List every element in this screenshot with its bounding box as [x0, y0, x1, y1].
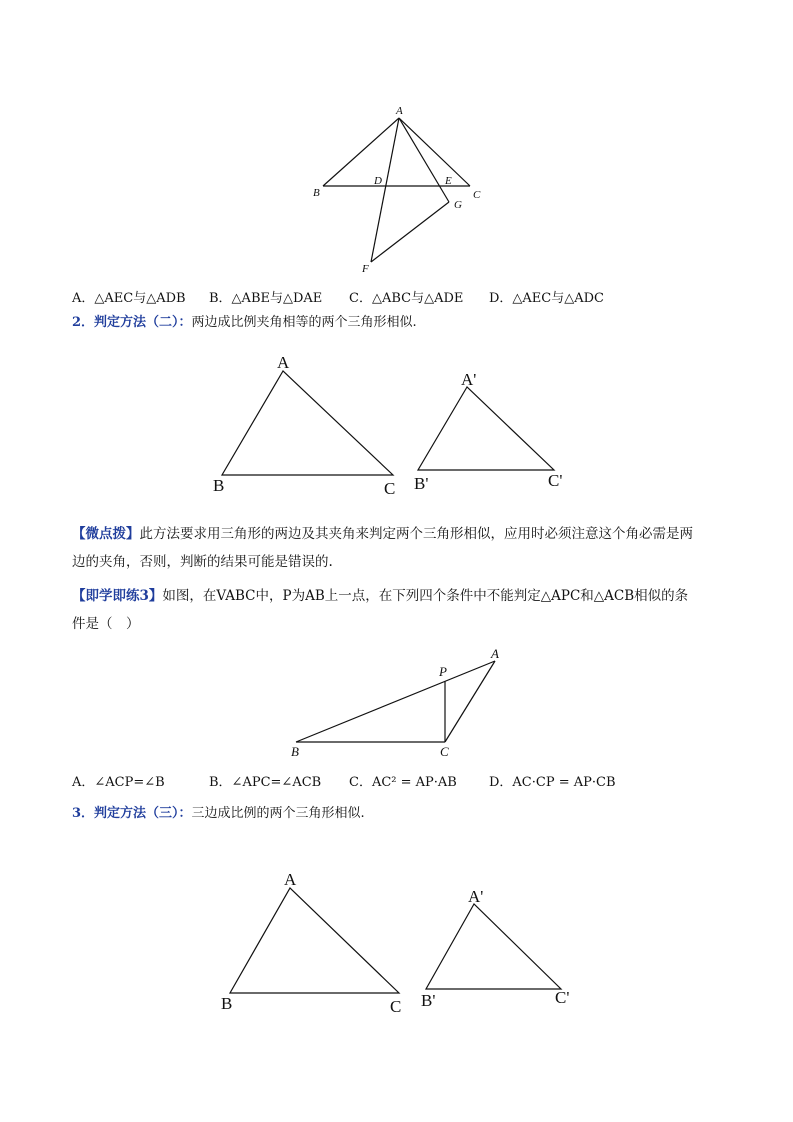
label-c-prime: C': [548, 471, 563, 490]
exercise-3-line-1: 如图，在VABC中，P为AB上一点，在下列四个条件中不能判定△APC和△ACB相似的条: [162, 588, 689, 604]
section-2-heading: 2．判定方法（二）：: [72, 315, 192, 330]
tip-tag: 【微点拨】: [72, 526, 140, 542]
label-b: B: [313, 187, 320, 199]
label-c: C: [440, 744, 449, 759]
option-d[interactable]: D．△AEC与△ADC: [489, 291, 605, 306]
label-c: C: [473, 189, 481, 201]
label-b-prime: B': [414, 474, 429, 493]
section-2-text: 两边成比例夹角相等的两个三角形相似.: [191, 315, 417, 330]
label-a-prime: A': [468, 887, 484, 906]
option-b[interactable]: B．△ABE与△DAE: [209, 291, 323, 306]
label-b: B: [221, 994, 233, 1013]
exercise-3-tag: 【即学即练3】: [72, 588, 163, 604]
option-b[interactable]: B．∠APC=∠ACB: [209, 775, 322, 790]
label-a: A: [396, 105, 403, 117]
label-e: E: [445, 175, 452, 187]
label-g: G: [454, 199, 462, 211]
tip-line-2: 边的夹角，否则，判断的结果可能是错误的.: [72, 554, 333, 570]
label-a: A: [284, 870, 297, 889]
triangle-abc-prime: [426, 904, 561, 989]
label-c: C: [384, 479, 396, 498]
label-c: C: [390, 997, 402, 1016]
label-b: B: [213, 476, 225, 495]
tip-line-1: 此方法要求用三角形的两边及其夹角来判定两个三角形相似，应用时必须注意这个角必需是两: [139, 526, 693, 542]
label-a: A: [491, 646, 499, 661]
label-b-prime: B': [421, 991, 436, 1010]
label-c-prime: C': [555, 988, 570, 1007]
label-a-prime: A': [461, 370, 477, 389]
option-c[interactable]: C．AC² = AP·AB: [349, 775, 457, 790]
label-a: A: [277, 353, 290, 372]
section-3-heading: 3．判定方法（三）：: [72, 806, 192, 821]
exercise-3-line-2: 件是（ ）: [72, 616, 140, 632]
label-d: D: [374, 175, 382, 187]
section-3-text: 三边成比例的两个三角形相似.: [191, 806, 365, 821]
label-f: F: [362, 263, 369, 275]
triangle-abc: [230, 888, 399, 993]
option-d[interactable]: D．AC·CP = AP·CB: [489, 775, 616, 790]
label-p: P: [439, 664, 447, 679]
option-c[interactable]: C．△ABC与△ADE: [349, 291, 464, 306]
label-b: B: [291, 744, 299, 759]
option-a[interactable]: A．△AEC与△ADB: [72, 291, 186, 306]
option-a[interactable]: A．∠ACP=∠B: [72, 775, 165, 790]
